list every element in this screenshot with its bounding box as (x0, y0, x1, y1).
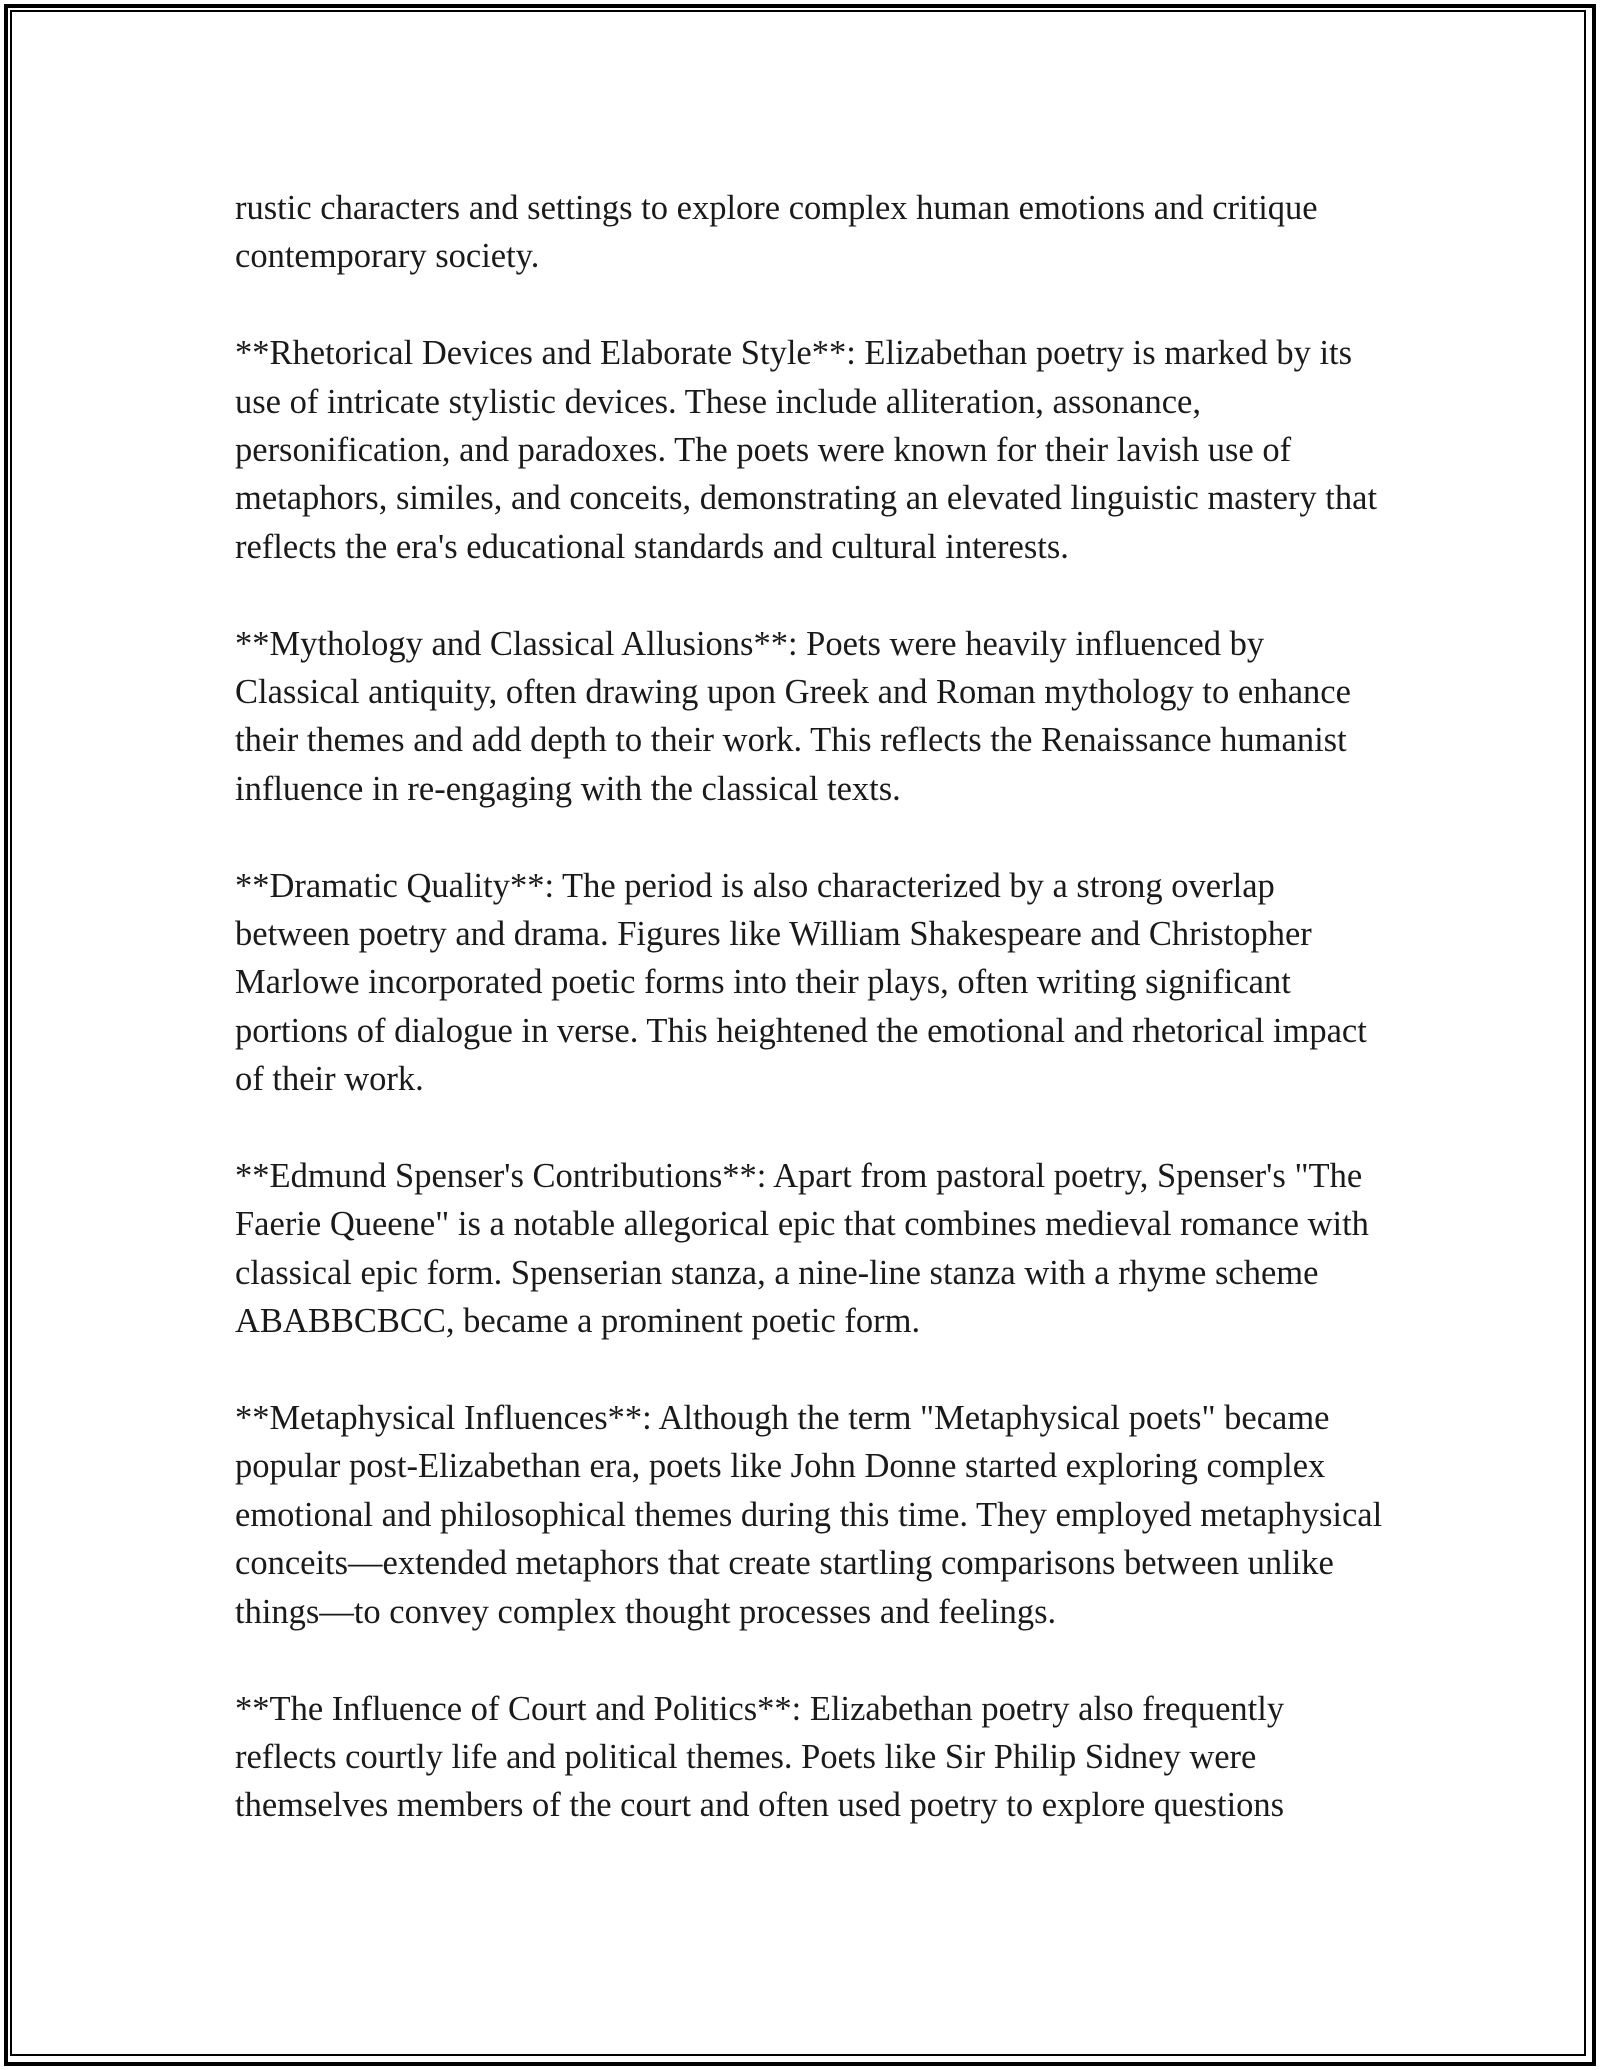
paragraph-mythology: **Mythology and Classical Allusions**: Poets were heavily influenced by Classical antiquity, often drawing upon Greek and Roman mythology to enhance their themes and add depth to their work. This reflects the Renaissance humanist influence in re-engaging with the classical texts. (235, 624, 1351, 808)
paragraph-metaphysical: **Metaphysical Influences**: Although the term "Metaphysical poets" became popular post-Elizabethan era, poets like John Donne started exploring complex emotional and philosophical themes during this time. They employed metaphysical conceits—extended metaphors that create startling comparisons between unlike things—to convey complex thought processes and feelings. (235, 1399, 1383, 1631)
paragraph-spenser: **Edmund Spenser's Contributions**: Apart from pastoral poetry, Spenser's "The Faerie Queene" is a notable allegorical epic that combines medieval romance with classical epic form. Spenserian stanza, a nine-line stanza with a rhyme scheme ABABBCBCC, became a prominent poetic form. (235, 1157, 1369, 1341)
paragraph-pastoral-continuation: rustic characters and settings to explore complex human emotions and critique contemporary society. (235, 189, 1318, 276)
document-body (235, 184, 1385, 1830)
paragraph-dramatic-quality: **Dramatic Quality**: The period is also characterized by a strong overlap between poetry and drama. Figures like William Shakespeare and Christopher Marlowe incorporated poetic forms into their plays, often writing significant portions of dialogue in verse. This heightened the emotional and rhetorical impact of their work. (235, 866, 1367, 1099)
paragraph-court-politics: **The Influence of Court and Politics**: Elizabethan poetry also frequently reflects courtly life and political themes. Poets like Sir Philip Sidney were themselves members of the court and often used poetry to explore questions (235, 1689, 1285, 1825)
paragraph-rhetorical-devices: **Rhetorical Devices and Elaborate Style**: Elizabethan poetry is marked by its use of intricate stylistic devices. These include alliteration, assonance, personification, and paradoxes. The poets were known for their lavish use of metaphors, similes, and conceits, demonstrating an elevated linguistic mastery that reflects the era's educational standards and cultural interests. (235, 334, 1378, 566)
